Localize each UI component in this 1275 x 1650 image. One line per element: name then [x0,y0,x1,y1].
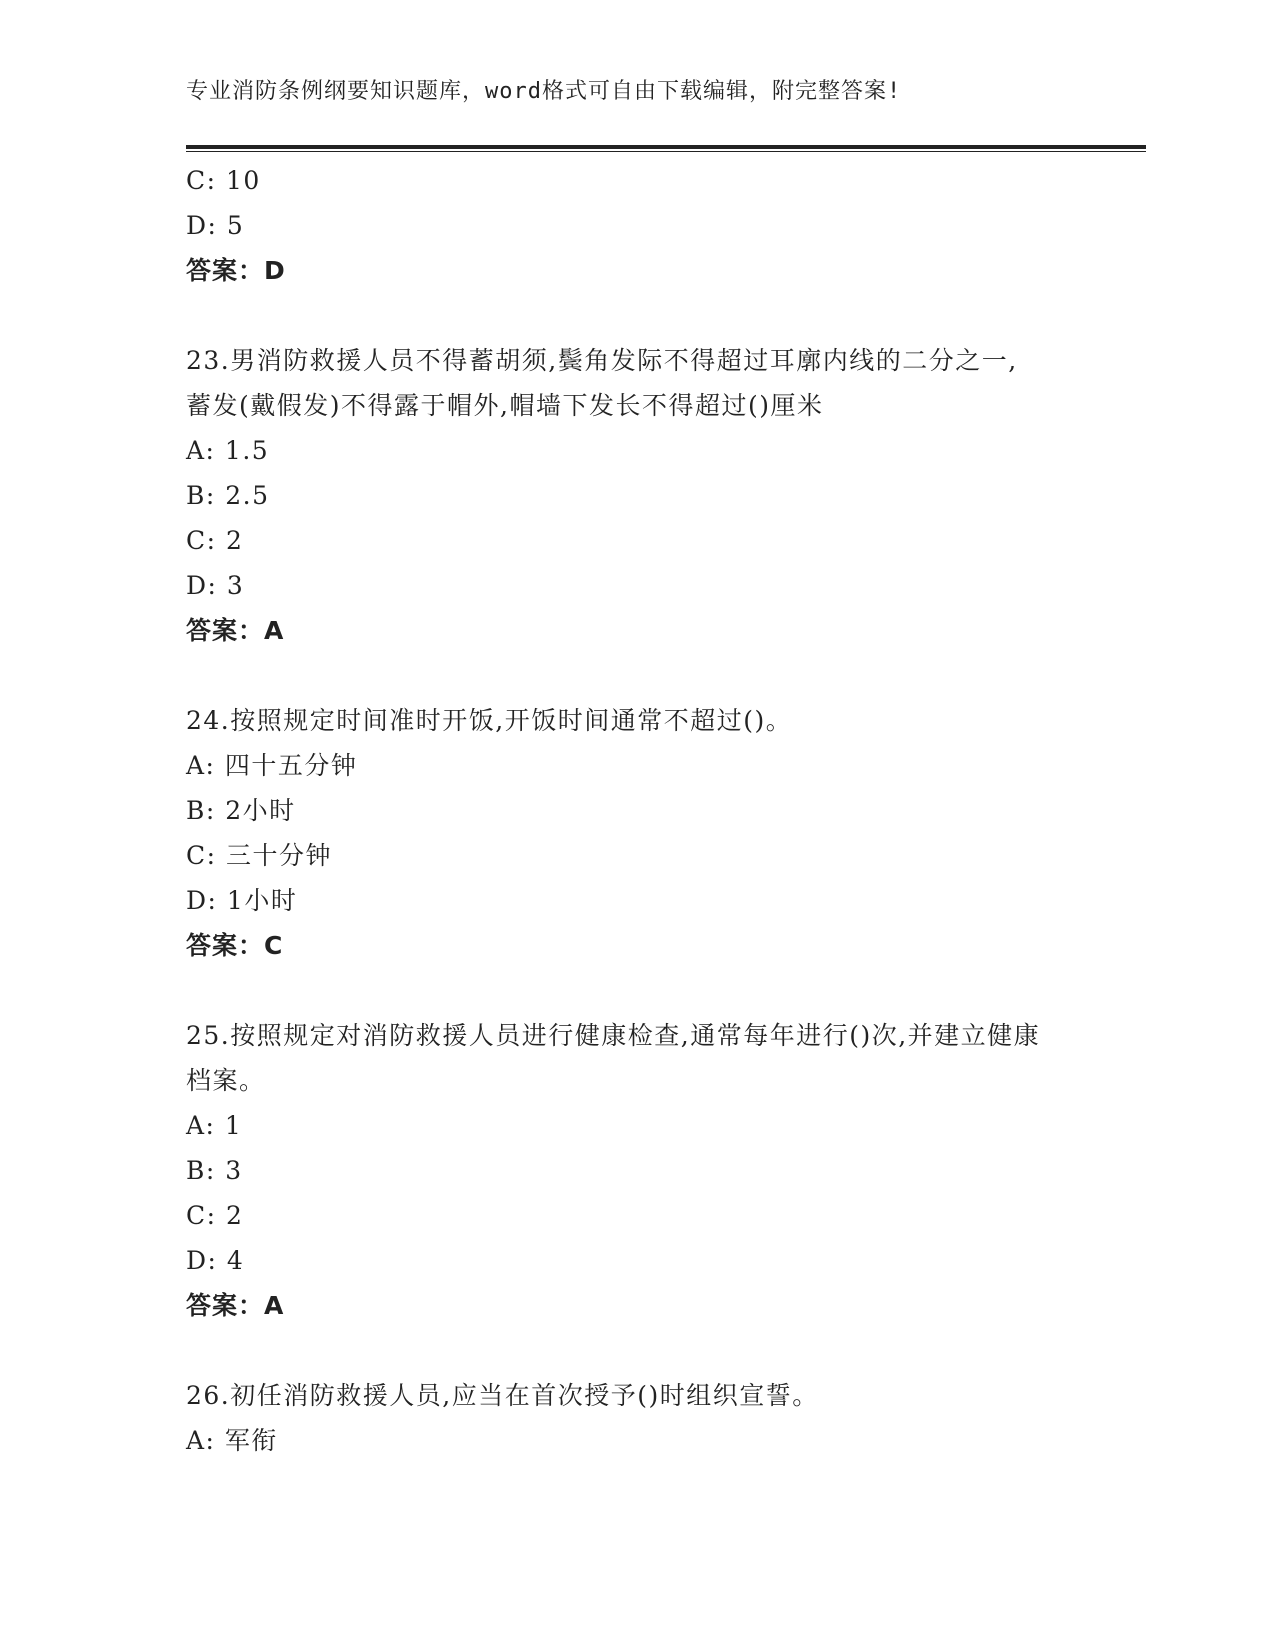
option-c: C: 10 [186,166,261,195]
option-a: A: 1.5 [186,436,270,465]
option-d: D: 4 [186,1246,245,1275]
option-d: D: 1小时 [186,886,298,915]
header-divider-thick [186,145,1146,149]
page-header: 专业消防条例纲要知识题库，word格式可自由下载编辑，附完整答案! [186,79,902,104]
answer-line: 答案：A [186,616,285,645]
option-a: A: 军衔 [186,1426,278,1455]
question-text: 26.初任消防救援人员,应当在首次授予()时组织宣誓。 [186,1381,819,1410]
option-d: D: 5 [186,211,245,240]
option-d: D: 3 [186,571,245,600]
option-b: B: 3 [186,1156,243,1185]
previous-question-tail [186,158,1086,293]
option-c: C: 三十分钟 [186,841,332,870]
option-c: C: 2 [186,526,244,555]
option-b: B: 2小时 [186,796,296,825]
option-b: B: 2.5 [186,481,270,510]
question-text: 25.按照规定对消防救援人员进行健康检查,通常每年进行()次,并建立健康档案。 [186,1021,1041,1095]
answer-line: 答案：D [186,256,286,285]
question-26 [186,1373,1086,1463]
option-a: A: 四十五分钟 [186,751,358,780]
question-23 [186,338,1086,653]
question-24 [186,698,1086,968]
option-a: A: 1 [186,1111,243,1140]
question-text: 24.按照规定时间准时开饭,开饭时间通常不超过()。 [186,706,793,735]
option-c: C: 2 [186,1201,244,1230]
header-divider-thin [186,151,1146,152]
document-body [186,158,1086,1463]
question-text: 23.男消防救援人员不得蓄胡须,鬓角发际不得超过耳廓内线的二分之一,蓄发(戴假发)不得露于帽外,帽墙下发长不得超过()厘米 [186,346,1018,420]
answer-line: 答案：C [186,931,284,960]
question-25 [186,1013,1086,1328]
answer-line: 答案：A [186,1291,285,1320]
